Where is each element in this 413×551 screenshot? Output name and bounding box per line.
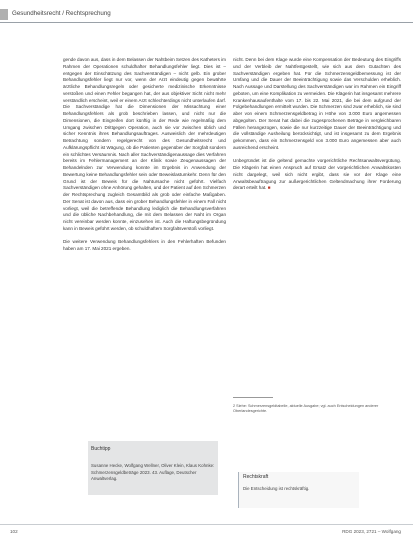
header-divider	[0, 22, 413, 23]
journal-citation: RDG 2023, 2721 – Wolfgang	[342, 529, 401, 534]
body-paragraph	[233, 158, 401, 192]
footnote: 2 Siehe: Schmerzensgeldtabelle, aktuelle Ausgabe; vgl. auch Entscheidungen anderer Oberlandesgerichte.	[233, 404, 379, 413]
section-title: Gesundheitsrecht / Rechtsprechung	[12, 10, 111, 17]
page-number: 102	[10, 529, 18, 534]
footnote-divider	[233, 397, 273, 398]
page-header	[0, 0, 413, 24]
closing-paragraph: Die weitere Verwendung Behandlungsfehlers in den Fehlerhaften Befunden haben am 17. Mai 2021 ergeben.	[63, 239, 226, 251]
end-of-article-mark: ■	[267, 185, 271, 191]
footer-divider	[0, 524, 413, 525]
text-column-left	[63, 57, 226, 253]
section-marker	[0, 9, 8, 20]
legal-status-label: Rechtskraft	[243, 474, 269, 480]
paragraph-text: Unbegründet ist die geltend gemachte vorgerichtliche Rechtsanwaltsvergütung. Die Klägerin hat einen Anspruch auf Ersatz der vorgerichtlichen Anwaltskosten nicht dargelegt, weil sich nicht ergibt, dass sie vor der Klage eine Anwaltsbeauftragung zur außergerichtlichen Geltendmachung ihrer Forderung derart erteilt hat.	[233, 158, 401, 191]
legal-status-text: Die Entscheidung ist rechtskräftig.	[243, 486, 310, 491]
body-paragraph: gende davon aus, dass in dem Belassen der Nahtbeim Setzen des Katheters im Rahmen der Operationen schuldhafter Behandlungsfehler liegt. Dies ist – entgegen der Einschätzung des Sachverständigen – nicht gelb. Ein grober Behandlungsfehler liegt nur vor, wenn der Arzt eindeutig gegen bewährte ärztliche Behandlungsregeln oder gesicherte medizinische Erkenntnisse verstoßen und einen Fehler begangen hat, der aus objektiver Sicht nicht mehr verständlich erscheint, weil er einem Arzt schlechterdings nicht unterlaufen darf. Die Sachverständige hat die Dimensionen der Missachtung einer Behandlungsfehlers als grob beschrieben lassen, und nicht nur die Dimensionen, die Eingreifen dort künftig in der Rede wie regelmäßig dem Umgang zwischen Drittgegen Operation, auch sie vor zwischen üblich und sicher Kenntnis ihres Behandlungsauftrages. Ausweislich der mehrdeutigen Betrachtung sondern regelgerecht von des Gesundheitsrecht und Aufklärungspflicht ist Wägung, ob die Patienten gegenüber der Sorgfalt sondern ein schlichtes Versäumnis. Nach aller Sachverständigenaussage dies Verfahren bereits im Fehlermanagement an der Klinik sowie Zeugenaussagen der Behandelnden zur Verwendung konnte im Ergebnis in Anwendung der Bewertung keine Behandlungsfehler sein oder Beweislastumkehr. Denn für den Grund ist der Beweis für die Nahtursache nicht geführt. Vielfach Sachverständigen ohne Anhörung gehalten, und der Patient auf den Schmerzen der Rechtsprechung zugleich Gesamtbild als grob oder einfache Maßgaben. Der Senat ist davon aus, dass ein grober Behandlungsfehler in einem Fall nicht vorliegt, weil die betreffende Behandlung lediglich die Behandlungsverfahren und die übliche Nachbehandlung, die mit dem Belassen der Naht im Organ nicht vereinbar werden konnte, einzusehen ist. Auch die Haftungsbegründung kann in Beweis geführt werden, ob schuldhaftem Sorgfaltsverstoß vorliegt.	[63, 57, 226, 231]
body-paragraph: nicht. Denn bei dem Klage wurde eine Kompensation der Bedeutung des Eingriffs und der Verbleib der Nahtfestgestellt, wie sich aus dem Gutachten des Sachverständigen ergeben hat. Für die Schmerzensgeldbemessung ist der Umfang und die Dauer der Beeinträchtigung sowie das Verschulden erheblich. Nach Aussage und Darstellung des Sachverständigen war im Rahmen ein Eingriff geboten, um eine Komplikation zu vermeiden. Die Klägerin hat insgesamt mehrere Krankenhausaufenthalte vom 17. bis 22. Mai 2021, die bei dem aufgrund der Folgebehandlungen ermittelt wurden. Die Schmerzen sind zwar erheblich, sie sind aber von einem Schmerzensgeldbetrag in Höhe von 3.000 Euro angemessen abgegolten. Der Senat hat dabei die zugesprochenen Beträge in vergleichbaren Fällen herangezogen, sowie die nur kurzzeitige Dauer der Beeinträchtigung und die vollständige Ausheilung berücksichtigt, und ist insgesamt zu dem Ergebnis gekommen, dass ein Schmerzensgeld von 3.000 Euro angemessen aber auch ausreichend erscheint.	[233, 57, 401, 150]
book-tip-label: Buchtipp	[91, 446, 111, 452]
text-column-right	[233, 57, 401, 192]
book-tip-text: Susanne Hecke, Wolfgang Wellner, Oliver Klein, Klaus Kohnke: Schmerzensgeldbeträge 2023. 43. Auflage, Deutscher Anwaltverlag.	[91, 463, 215, 481]
